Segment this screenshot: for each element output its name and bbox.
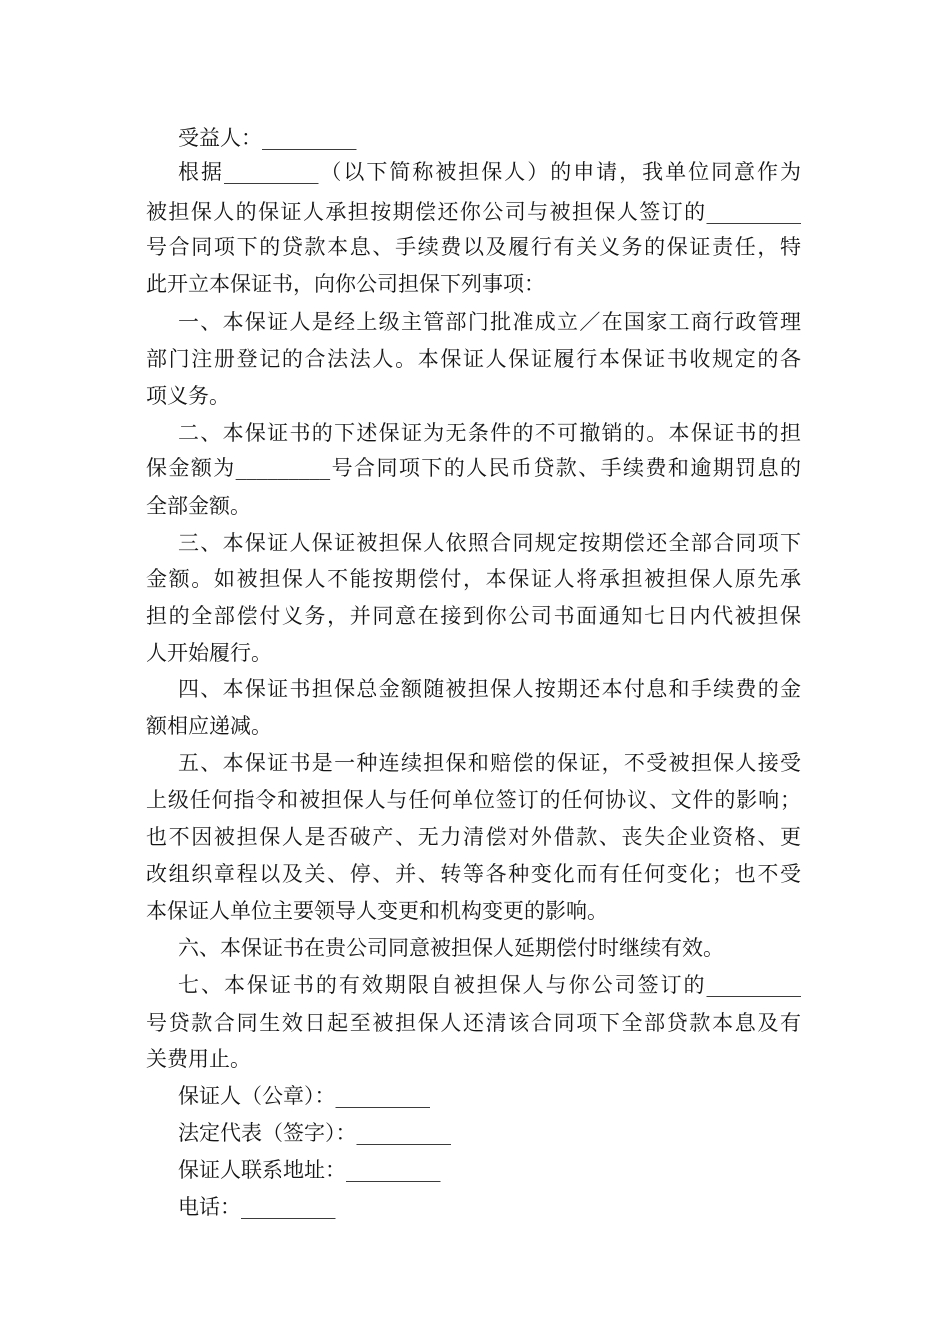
intro-line-3: 号合同项下的贷款本息、手续费以及履行有关义务的保证责任，特 [146,235,801,259]
clause-5-line-1: 五、本保证书是一种连续担保和赔偿的保证，不受被担保人接受 [178,751,801,775]
intro-line-2: 被担保人的保证人承担按期偿还你公司与被担保人签订的_________ [146,200,801,224]
clause-1-line-3: 项义务。 [146,384,230,408]
clause-4-line-2: 额相应递减。 [146,714,272,738]
clause-5-line-4: 改组织章程以及关、停、并、转等各种变化而有任何变化；也不受 [146,862,801,886]
legal-representative-field: 法定代表（签字）：_________ [178,1121,451,1145]
clause-3-line-1: 三、本保证人保证被担保人依照合同规定按期偿还全部合同项下 [178,531,801,555]
beneficiary-line: 受益人：_________ [178,126,357,150]
clause-2-line-2: 保金额为_________号合同项下的人民币贷款、手续费和逾期罚息的 [146,456,801,480]
intro-line-4: 此开立本保证书，向你公司担保下列事项： [146,272,545,296]
clause-1-line-2: 部门注册登记的合法法人。本保证人保证履行本保证书收规定的各 [146,347,801,371]
clause-5-line-3: 也不因被担保人是否破产、无力清偿对外借款、丧失企业资格、更 [146,825,801,849]
clause-7-line-3: 关费用止。 [146,1047,251,1071]
clause-4-line-1: 四、本保证书担保总金额随被担保人按期还本付息和手续费的金 [178,677,801,701]
clause-7-line-2: 号贷款合同生效日起至被担保人还清该合同项下全部贷款本息及有 [146,1011,801,1035]
phone-field: 电话：_________ [178,1195,336,1219]
clause-3-line-4: 人开始履行。 [146,641,272,665]
clause-2-line-3: 全部金额。 [146,494,251,518]
guarantor-address-field: 保证人联系地址：_________ [178,1158,441,1182]
clause-5-line-5: 本保证人单位主要领导人变更和机构变更的影响。 [146,899,608,923]
clause-1-line-1: 一、本保证人是经上级主管部门批准成立／在国家工商行政管理 [178,310,801,334]
clause-2-line-1: 二、本保证书的下述保证为无条件的不可撤销的。本保证书的担 [178,421,801,445]
clause-5-line-2: 上级任何指令和被担保人与任何单位签订的任何协议、文件的影响； [146,788,801,812]
guarantor-seal-field: 保证人（公章）：_________ [178,1084,430,1108]
intro-line-1: 根据_________（以下简称被担保人）的申请，我单位同意作为 [178,160,801,184]
clause-7-line-1: 七、本保证书的有效期限自被担保人与你公司签订的_________ [178,973,801,997]
clause-3-line-3: 担的全部偿付义务，并同意在接到你公司书面通知七日内代被担保 [146,604,801,628]
clause-3-line-2: 金额。如被担保人不能按期偿付，本保证人将承担被担保人原先承 [146,567,801,591]
clause-6-line-1: 六、本保证书在贵公司同意被担保人延期偿付时继续有效。 [178,936,724,960]
